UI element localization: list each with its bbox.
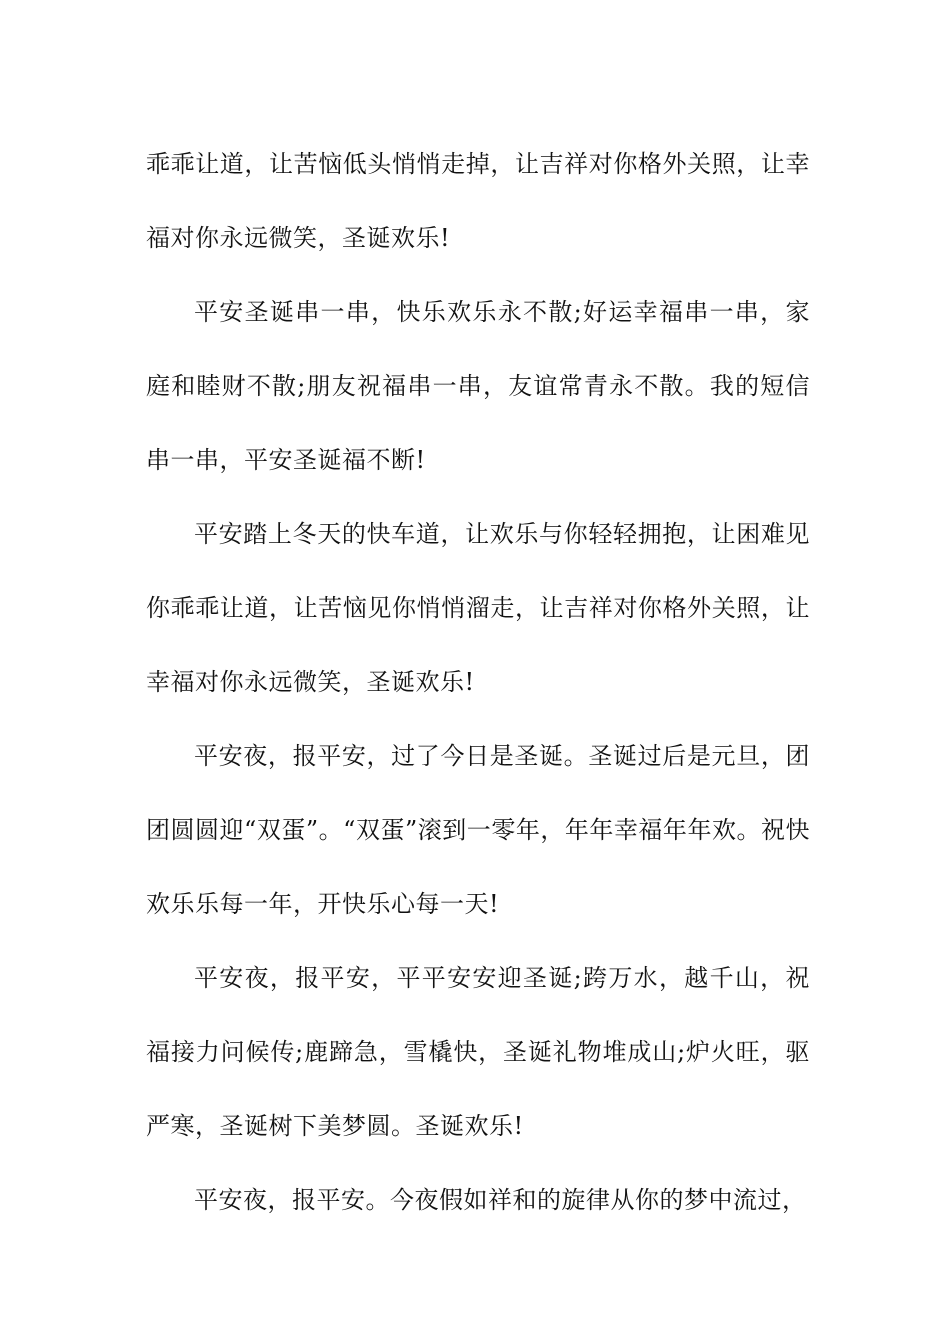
paragraph-4: 平安夜，报平安，过了今日是圣诞。圣诞过后是元旦，团团圆圆迎“双蛋”。“双蛋”滚到一零年，年年幸福年年欢。祝快欢乐乐每一年，开快乐心每一天!	[146, 742, 810, 918]
paragraph-2: 平安圣诞串一串，快乐欢乐永不散;好运幸福串一串，家庭和睦财不散;朋友祝福串一串，友谊常青永不散。我的短信串一串，平安圣诞福不断!	[146, 298, 810, 474]
paragraph-5: 平安夜，报平安，平平安安迎圣诞;跨万水，越千山，祝福接力问候传;鹿蹄急，雪橇快，圣诞礼物堆成山;炉火旺，驱严寒，圣诞树下美梦圆。圣诞欢乐!	[146, 964, 810, 1140]
paragraph-3: 平安踏上冬天的快车道，让欢乐与你轻轻拥抱，让困难见你乖乖让道，让苦恼见你悄悄溜走，让吉祥对你格外关照，让幸福对你永远微笑，圣诞欢乐!	[146, 520, 810, 696]
paragraph-1: 乖乖让道，让苦恼低头悄悄走掉，让吉祥对你格外关照，让幸福对你永远微笑，圣诞欢乐!	[146, 150, 810, 252]
document-body	[146, 127, 810, 1237]
paragraph-6: 平安夜，报平安。今夜假如祥和的旋律从你的梦中流过，	[194, 1186, 807, 1214]
